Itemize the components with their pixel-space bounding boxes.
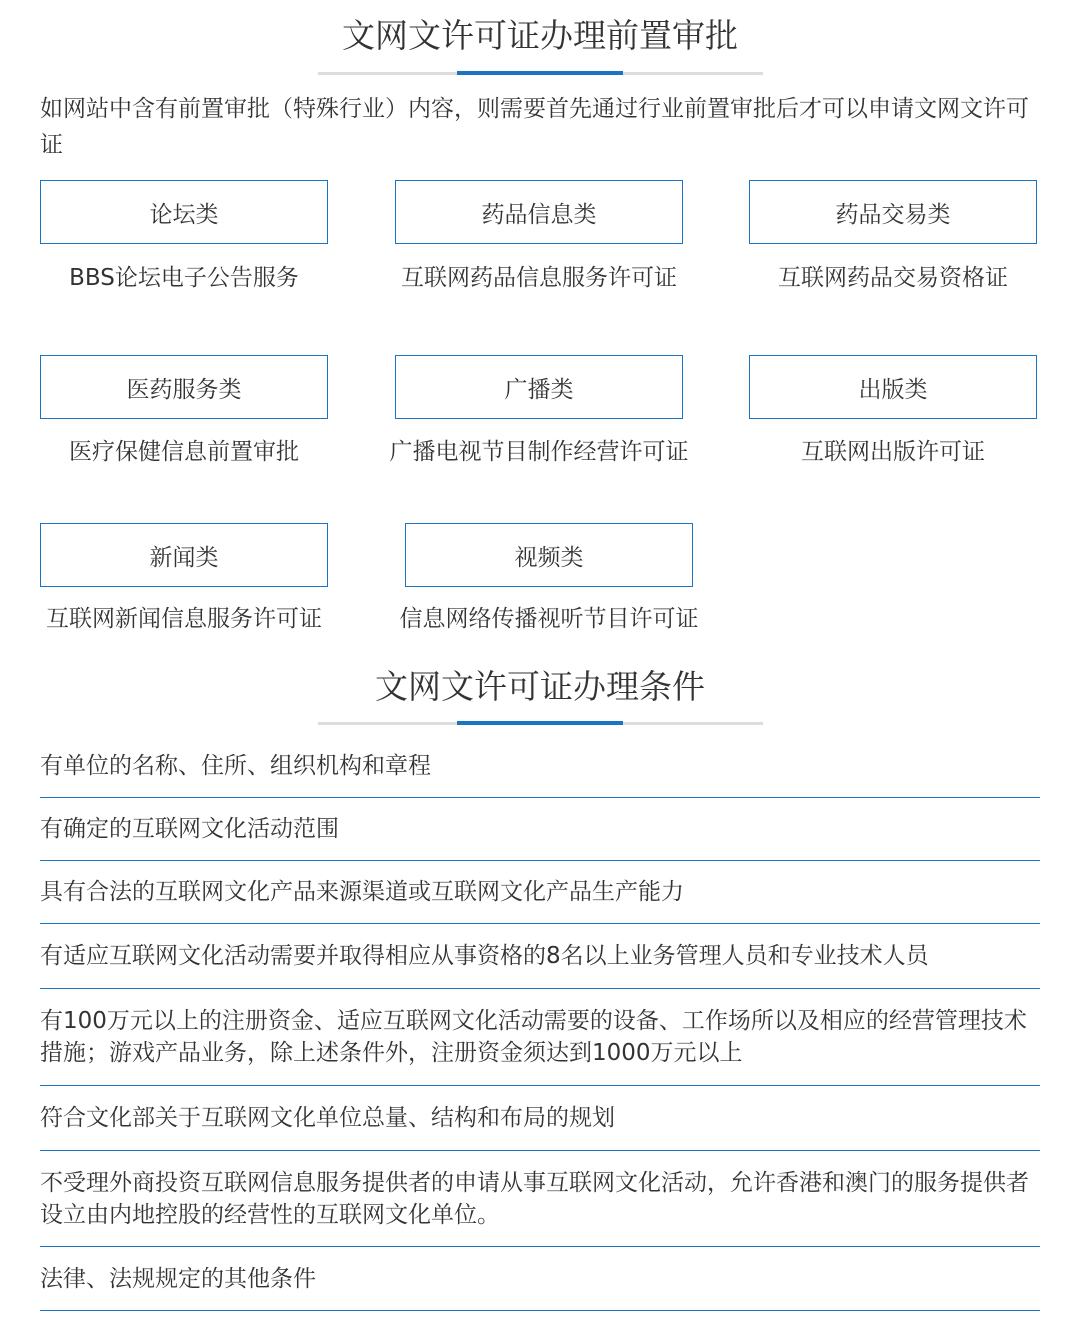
condition-item: 法律、法规规定的其他条件 [40, 1247, 1040, 1311]
category-desc-medical: 医疗保健信息前置审批 [69, 439, 299, 465]
intro-text: 如网站中含有前置审批（特殊行业）内容，则需要首先通过行业前置审批后才可以申请文网文许可证 [40, 96, 1029, 158]
category-box-forum[interactable]: 论坛类 [40, 180, 328, 244]
category-desc-video: 信息网络传播视听节目许可证 [399, 606, 699, 632]
title-underline [318, 72, 763, 75]
title-underline-accent [457, 71, 623, 75]
category-box-video[interactable]: 视频类 [405, 523, 693, 587]
category-desc-publishing: 互联网出版许可证 [801, 439, 985, 465]
category-desc-forum: BBS论坛电子公告服务 [69, 265, 299, 291]
category-box-drug-info[interactable]: 药品信息类 [395, 180, 683, 244]
category-desc-broadcast: 广播电视节目制作经营许可证 [389, 439, 689, 465]
title-underline [318, 722, 763, 725]
category-box-medical[interactable]: 医药服务类 [40, 355, 328, 419]
category-box-drug-trade[interactable]: 药品交易类 [749, 180, 1037, 244]
category-desc-news: 互联网新闻信息服务许可证 [46, 606, 322, 632]
category-desc-drug-trade: 互联网药品交易资格证 [778, 265, 1008, 291]
section-title-prerequisites: 文网文许可证办理前置审批 [342, 16, 738, 55]
section-title-conditions: 文网文许可证办理条件 [375, 667, 705, 706]
condition-item: 具有合法的互联网文化产品来源渠道或互联网文化产品生产能力 [40, 861, 1040, 924]
condition-item: 有确定的互联网文化活动范围 [40, 798, 1040, 861]
condition-item: 有单位的名称、住所、组织机构和章程 [40, 734, 1040, 798]
category-box-news[interactable]: 新闻类 [40, 523, 328, 587]
condition-item: 符合文化部关于互联网文化单位总量、结构和布局的规划 [40, 1086, 1040, 1151]
condition-item: 不受理外商投资互联网信息服务提供者的申请从事互联网文化活动，允许香港和澳门的服务提供者设立由内地控股的经营性的互联网文化单位。 [40, 1151, 1040, 1247]
title-underline-accent [457, 721, 623, 725]
category-box-broadcast[interactable]: 广播类 [395, 355, 683, 419]
category-desc-drug-info: 互联网药品信息服务许可证 [401, 265, 677, 291]
category-box-publishing[interactable]: 出版类 [749, 355, 1037, 419]
condition-item: 有适应互联网文化活动需要并取得相应从事资格的8名以上业务管理人员和专业技术人员 [40, 924, 1040, 989]
conditions-list [40, 734, 1040, 1311]
condition-item: 有100万元以上的注册资金、适应互联网文化活动需要的设备、工作场所以及相应的经营管理技术措施；游戏产品业务，除上述条件外，注册资金须达到1000万元以上 [40, 989, 1040, 1086]
